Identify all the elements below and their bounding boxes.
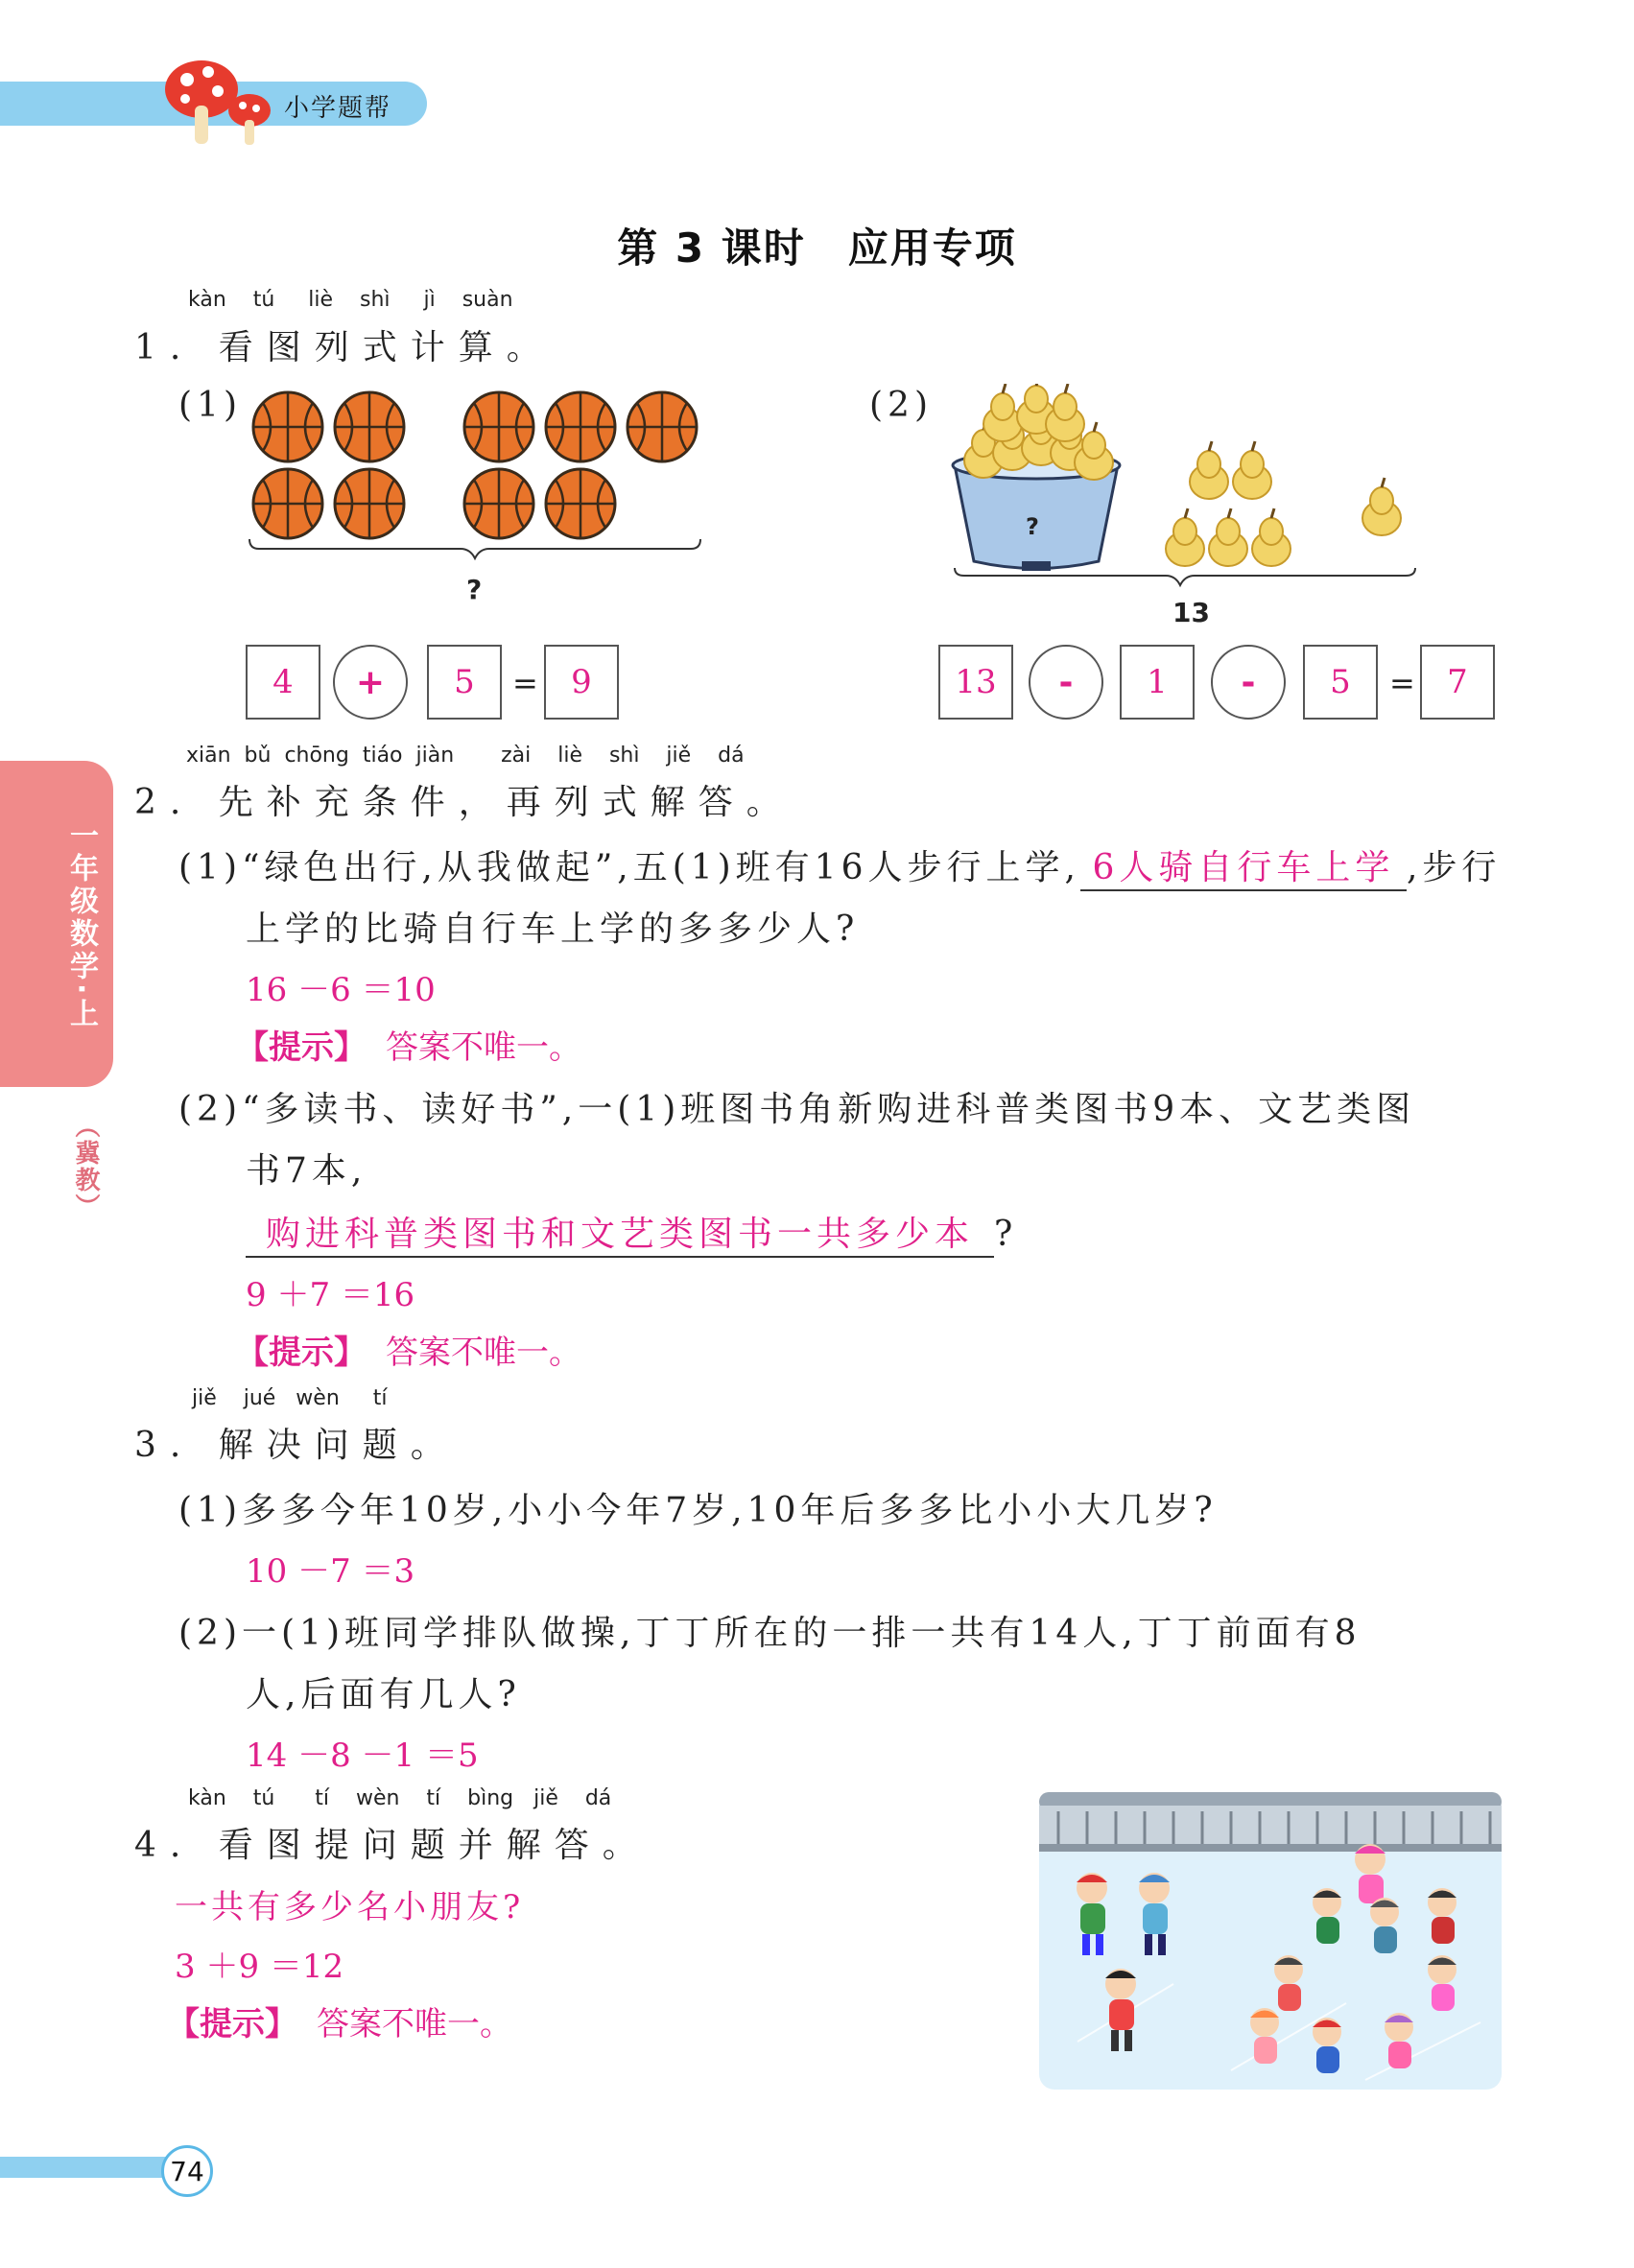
q1-p2-eq-op1[interactable]: - — [1029, 645, 1103, 720]
pear-icon — [1362, 478, 1401, 535]
q2-p2-tip — [236, 1326, 581, 1373]
brand-name: 小学题帮 — [284, 94, 392, 123]
pear-icon — [1209, 508, 1247, 566]
brace-icon — [249, 539, 700, 558]
q2-p1-tip — [236, 1021, 581, 1068]
skating-children-illustration — [1039, 1792, 1502, 2090]
q2-p2-line3 — [246, 1207, 1017, 1258]
q1-p2-brace-label: 13 — [1172, 597, 1210, 628]
q4-question: 一共有多少名小朋友? — [175, 1888, 525, 1926]
q3-p1-answer: 10 －7 ＝3 — [246, 1552, 415, 1591]
q4-tip — [167, 1997, 512, 2044]
basketball-icon — [628, 392, 697, 461]
q3-p2-answer: 14 －8 －1 ＝5 — [246, 1736, 479, 1775]
q1-p2-eq-equals: = — [1389, 665, 1415, 701]
q1-p1-eq-result[interactable]: 9 — [544, 645, 619, 720]
q2-p1-answer: 16 －6 ＝10 — [246, 971, 436, 1009]
q2-p1-text-a: (1)“绿色出行,从我做起”,五(1)班有16人步行上学, — [178, 848, 1080, 887]
basketball-icon — [464, 392, 533, 461]
tip-text: 答案不唯一。 — [317, 2005, 512, 2044]
pear-icon — [1233, 441, 1271, 499]
q2-p1-blank[interactable]: 6人骑自行车上学 — [1080, 840, 1407, 891]
q1-p2-eq-result[interactable]: 7 — [1420, 645, 1495, 720]
q2-p2-line2: 书7本, — [246, 1151, 367, 1191]
lesson-title: 第 3 课时 应用专项 — [617, 224, 1017, 272]
q3-p2-line2: 人,后面有几人? — [246, 1675, 521, 1714]
q1-pinyin: kàn tú liè shì jì suàn — [188, 288, 513, 312]
q1-heading: 1. 看图列式计算。 — [134, 328, 555, 367]
side-tab-edition: （冀教） — [71, 1113, 100, 1220]
basketball-icon — [253, 392, 322, 461]
basketball-icon — [335, 392, 404, 461]
q1-p1-eq-op1[interactable]: + — [333, 645, 408, 720]
q2-p2-line1: (2)“多读书、读好书”,一(1)班图书角新购进科普类图书9本、文艺类图 — [178, 1090, 1416, 1129]
q4-heading: 4. 看图提问题并解答。 — [134, 1826, 651, 1865]
pear-icon — [1252, 508, 1291, 566]
pear-icon — [1190, 441, 1228, 499]
q2-p2-answer: 9 ＋7 ＝16 — [246, 1276, 415, 1314]
q2-pinyin: xiān bǔ chōng tiáo jiàn zài liè shì jiě dá — [186, 744, 745, 768]
q2-p2-qmark: ? — [994, 1215, 1018, 1254]
q2-p2-blank[interactable]: 购进科普类图书和文艺类图书一共多少本 — [246, 1207, 994, 1258]
side-tab-subject: 一年级数学·上 — [64, 820, 98, 1031]
q1-p2-label: (2) — [869, 386, 933, 425]
q2-heading: 2. 先补充条件，再列式解答。 — [134, 783, 794, 822]
page-number: 74 — [161, 2145, 213, 2197]
q1-p1-eq-num1[interactable]: 4 — [246, 645, 320, 720]
q3-pinyin: jiě jué wèn tí — [192, 1386, 388, 1410]
tip-label: 【提示】 — [167, 2005, 297, 2044]
q1-p2-basket-label: ? — [1026, 513, 1039, 540]
basketball-icon — [253, 469, 322, 538]
q3-p2-line1: (2)一(1)班同学排队做操,丁丁所在的一排一共有14人,丁丁前面有8 — [178, 1614, 1362, 1653]
q1-p2-eq-num2[interactable]: 1 — [1120, 645, 1195, 720]
mushroom-logo-icon — [158, 53, 283, 149]
basketball-icon — [546, 392, 615, 461]
basketball-icon — [335, 469, 404, 538]
tip-text: 答案不唯一。 — [386, 1334, 581, 1372]
q1-p2-eq-num3[interactable]: 5 — [1303, 645, 1378, 720]
tip-label: 【提示】 — [236, 1028, 367, 1067]
q2-p1-text-b: ,步行 — [1406, 848, 1502, 887]
basketball-icon — [464, 469, 533, 538]
tip-text: 答案不唯一。 — [386, 1028, 581, 1067]
basketball-icon — [546, 469, 615, 538]
q1-p2-eq-num1[interactable]: 13 — [938, 645, 1013, 720]
q1-p2-eq-op2[interactable]: - — [1211, 645, 1286, 720]
q2-p1-line1 — [178, 840, 1501, 891]
q4-pinyin: kàn tú tí wèn tí bìng jiě dá — [188, 1786, 612, 1810]
q2-p1-text-c: 上学的比骑自行车上学的多多少人? — [246, 910, 860, 949]
q1-p1-label: (1) — [178, 386, 242, 425]
q4-answer: 3 ＋9 ＝12 — [175, 1948, 344, 1986]
tip-label: 【提示】 — [236, 1334, 367, 1372]
q3-p1-text: (1)多多今年10岁,小小今年7岁,10年后多多比小小大几岁? — [178, 1491, 1218, 1530]
q1-p1-eq-equals: = — [512, 665, 538, 701]
pear-figure — [945, 384, 1430, 590]
pear-icon — [1166, 508, 1204, 566]
q3-heading: 3. 解决问题。 — [134, 1426, 459, 1465]
q1-p1-brace-label: ? — [466, 574, 483, 605]
q1-p1-eq-num2[interactable]: 5 — [427, 645, 502, 720]
